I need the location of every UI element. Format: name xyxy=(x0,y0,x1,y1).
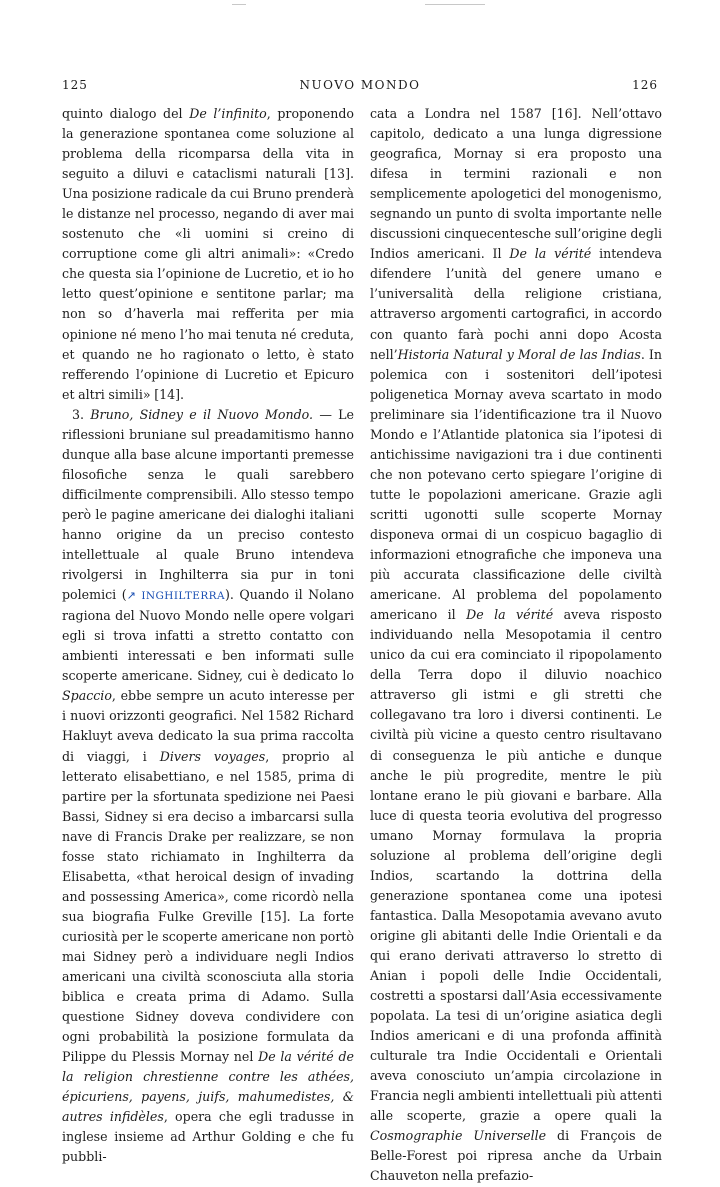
italic-title: De l’infinito xyxy=(189,106,267,121)
paragraph xyxy=(62,405,354,1168)
text-run: , ebbe sempre un acuto interesse per i nuovi orizzonti geografici. Nel 1582 Richard Hakluyt aveva dedicato la sua prima raccolta di viaggi, i xyxy=(62,688,354,764)
section-heading: Bruno, Sidney e il Nuovo Mondo. xyxy=(90,406,314,422)
text-run: , opera che egli tradusse in inglese insieme ad Arthur Golding e che fu pubbli- xyxy=(62,1109,354,1165)
page-number-right: 126 xyxy=(632,78,658,92)
italic-title: De la vérité xyxy=(466,607,554,623)
cross-reference-link[interactable] xyxy=(127,587,225,602)
italic-title: Historia Natural y Moral de las Indias xyxy=(397,346,641,362)
arrow-icon: ↗ xyxy=(126,589,136,603)
italic-title: De la vérité de la religion chrestienne contre les athées, épicuriens, payens, juifs, mahumedistes, & autres infidèles xyxy=(62,1049,354,1125)
scan-artifact xyxy=(232,4,246,5)
scan-artifact xyxy=(425,4,485,5)
text-run: , proponendo la generazione spontanea come soluzione al problema della ricomparsa della vita in seguito a diluvi e cataclismi naturali [13]. Una posizione radicale da cui Bruno prenderà le distanze nel processo, negando di aver mai sostenuto che «li uomini si creino di corruptione come gli altri animali»: «Credo che questa sia l’opinione de Lucretio, et io ho letto quest’opinione e sentitone parlar; ma non so d’haverla mai refferita per mia opinione né meno l’ho mai tenuta né creduta, et quando ne ho ragionato o letto, è stato refferendo l’opinione di Lucretio et Epicuro et altri simili» [14]. xyxy=(62,106,354,402)
text-run: , proprio al letterato elisabettiano, e nel 1585, prima di partire per la sfortunata spedizione nei Paesi Bassi, Sidney si era deciso a imbarcarsi sulla nave di Francis Drake per realizzare, se non fosse stato richiamato in Inghilterra da Elisabetta, «that heroical design of invading and possessing America», come ricordò nella sua biografia Fulke Greville [15]. La forte curiosità per le scoperte americane non portò mai Sidney però a individuare negli Indios americani una civiltà sconosciuta alla storia biblica e creata prima di Adamo. Sulla questione Sidney doveva condividere con ogni probabilità la posizione formulata da Pilippe du Plessis Mornay nel xyxy=(62,748,355,1065)
running-head xyxy=(62,78,658,96)
paragraph xyxy=(62,104,354,405)
text-run: quinto dialogo del xyxy=(62,106,190,121)
right-column xyxy=(370,104,662,1184)
section-number: 3. xyxy=(72,406,91,422)
paragraph xyxy=(370,104,662,1187)
italic-title: De la vérité xyxy=(509,246,592,262)
text-run: di François de Belle-Forest poi ripresa anche da Urbain Chauveton nella prefazio- xyxy=(370,1128,662,1184)
text-run: — Le riflessioni bruniane sul preadamitismo hanno dunque alla base alcune importanti premesse filosofiche senza le quali sarebbero difficilmente comprensibili. Allo stesso tempo però le pagine americane dei dialoghi italiani hanno origine da un preciso contesto intellettuale al quale Bruno intendeva rivolgersi in Inghilterra sia pur in toni polemici ( xyxy=(62,406,354,603)
italic-title: Cosmographie Universelle xyxy=(370,1128,547,1144)
cross-reference-label: INGHILTERRA xyxy=(141,590,225,603)
left-column xyxy=(62,104,355,1165)
text-run: cata a Londra nel 1587 [16]. Nell’ottavo capitolo, dedicato a una lunga digressione geografica, Mornay si era proposto una difesa in termini razionali e non semplicemente apologetici del monogenismo, segnando un punto di svolta importante nelle discussioni cinquecentesche sull’origine degli Indios americani. Il xyxy=(370,106,662,262)
running-title: NUOVO MONDO xyxy=(299,78,421,92)
italic-title: Spaccio xyxy=(62,688,112,704)
text-columns xyxy=(62,104,662,1184)
italic-title: Divers voyages xyxy=(159,748,266,764)
text-run: aveva risposto individuando nella Mesopotamia il centro unico da cui era cominciato il ripopolamento della Terra dopo il diluvio noachico attraverso gli istmi e gli stretti che collegavano tra loro i diversi continenti. Le civiltà più vicine a questo centro risultavano di conseguenza le più antiche e dunque anche le più progredite, mentre le più lontane erano le più giovani e barbare. Alla luce di questa teoria evolutiva del progresso umano Mornay formulava la propria soluzione al problema dell’origine degli Indios, scartando la dottrina della generazione spontanea come una ipotesi fantastica. Dalla Mesopotamia avevano avuto origine gli abitanti delle Indie Orientali e da qui erano derivati attraverso lo stretto di Anian i popoli delle Indie Occidentali, costretti a spostarsi dall’Asia eccessivamente popolata. La tesi di un’origine asiatica degli Indios americani e di una profonda affinità culturale tra Indie Occidentali e Orientali aveva conosciuto un’ampia circolazione in Francia negli ambienti intellettuali più attenti alle scoperte, grazie a opere quali la xyxy=(370,607,662,1124)
text-run: . In polemica con i sostenitori dell’ipotesi poligenetica Mornay aveva scartato in modo preliminare sia l’identificazione tra il Nuovo Mondo e l’Atlantide platonica sia l’ipotesi di antichissime navigazioni tra i due continenti che non potevano certo spiegare l’origine di tutte le popolazioni americane. Grazie agli scritti ugonotti sulle scoperte Mornay disponeva ormai di un cospicuo bagaglio di informazioni etnografiche che imponeva una più accurata classificazione delle civiltà americane. Al problema del popolamento americano il xyxy=(370,346,662,623)
page-number-left: 125 xyxy=(62,78,88,92)
text-run: ). Quando il Nolano ragiona del Nuovo Mondo nelle opere volgari egli si trova infatti a stretto contatto con ambienti interessati e ben informati sulle scoperte americane. Sidney, cui è dedicato lo xyxy=(62,587,354,684)
text-run: intendeva difendere l’unità del genere umano e l’universalità della religione cristiana, attraverso argomenti cartografici, in accordo con quanto farà pochi anni dopo Acosta nell’ xyxy=(370,246,662,362)
